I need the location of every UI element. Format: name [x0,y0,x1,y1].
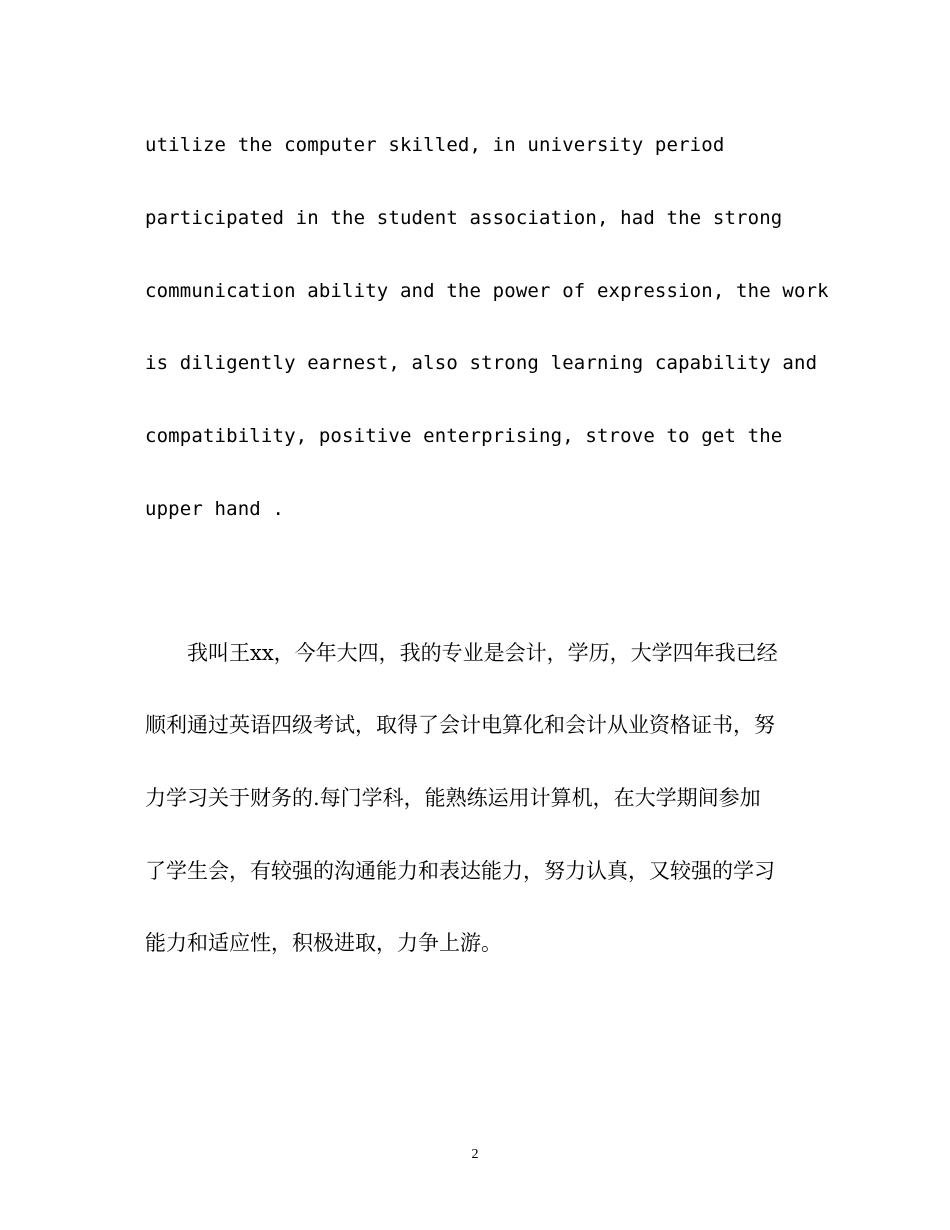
chinese-paragraph-line-4: 了学生会，有较强的沟通能力和表达能力，努力认真，又较强的学习 [145,859,775,883]
chinese-paragraph-line-2: 顺利通过英语四级考试，取得了会计电算化和会计从业资格证书，努 [145,713,775,737]
english-paragraph-line-1: utilize the computer skilled, in university period [145,134,725,156]
english-paragraph-line-3: communication ability and the power of expression, the work [145,280,829,302]
chinese-paragraph-line-1: 我叫王xx，今年大四，我的专业是会计，学历，大学四年我已经 [187,641,778,665]
english-paragraph-line-5: compatibility, positive enterprising, strove to get the [145,425,783,447]
english-paragraph-line-4: is diligently earnest, also strong learning capability and [145,352,818,374]
chinese-paragraph-line-5: 能力和适应性，积极进取，力争上游。 [145,931,502,955]
english-paragraph-line-6: upper hand . [145,498,285,520]
page-number: 2 [471,1147,479,1162]
english-paragraph-line-2: participated in the student association, had the strong [145,207,783,229]
chinese-paragraph-line-3: 力学习关于财务的.每门学科，能熟练运用计算机，在大学期间参加 [145,786,761,810]
